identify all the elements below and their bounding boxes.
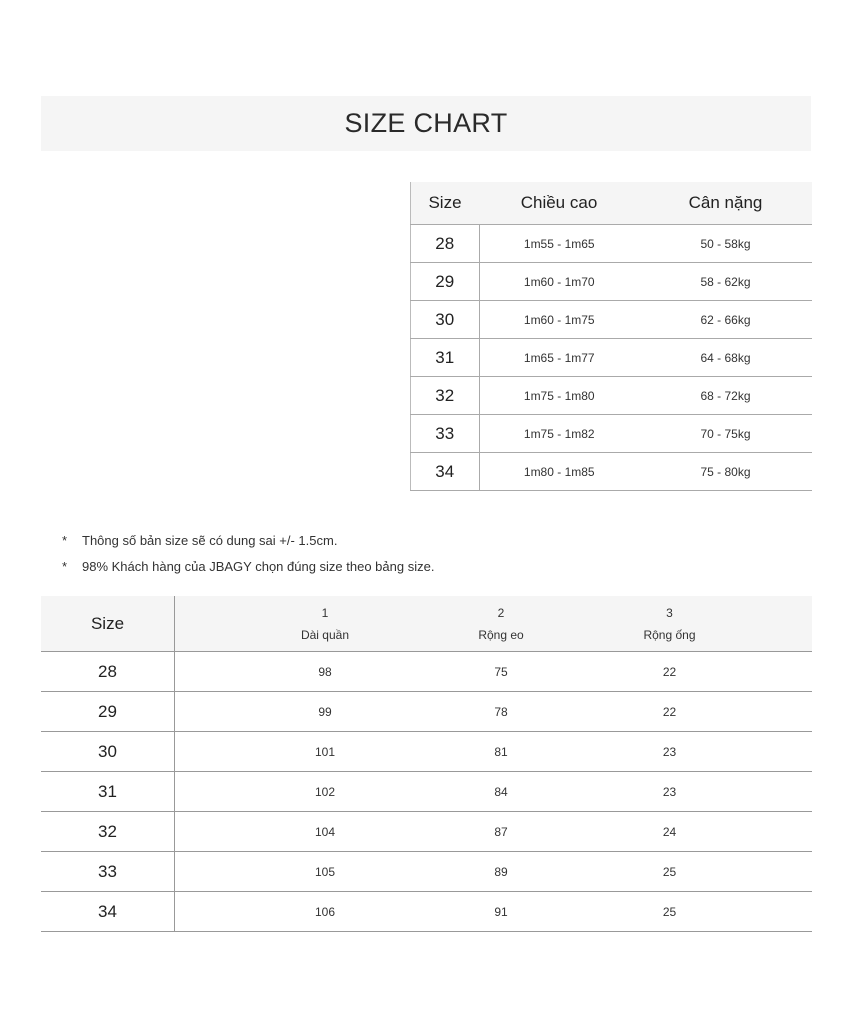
leg-cell: 22 bbox=[527, 692, 812, 732]
size-column-header: Size bbox=[41, 596, 175, 652]
size-cell: 30 bbox=[41, 732, 175, 772]
weight-cell: 58 - 62kg bbox=[639, 263, 812, 301]
size-cell: 30 bbox=[411, 301, 480, 339]
waist-cell: 91 bbox=[475, 892, 527, 932]
length-cell: 101 bbox=[175, 732, 476, 772]
size-cell: 28 bbox=[41, 652, 175, 692]
column-label: Dài quần bbox=[300, 627, 350, 642]
waist-cell: 84 bbox=[475, 772, 527, 812]
column-number: 3 bbox=[666, 605, 673, 620]
table-row bbox=[41, 732, 812, 772]
note-marker: * bbox=[62, 559, 68, 574]
table-row bbox=[411, 377, 813, 415]
table-row bbox=[41, 772, 812, 812]
waist-cell: 89 bbox=[475, 852, 527, 892]
length-cell: 99 bbox=[175, 692, 476, 732]
leg-cell: 24 bbox=[527, 812, 812, 852]
height-cell: 1m80 - 1m85 bbox=[479, 453, 639, 491]
table-row bbox=[41, 892, 812, 932]
table-row bbox=[41, 812, 812, 852]
table-row bbox=[411, 453, 813, 491]
size-cell: 32 bbox=[411, 377, 480, 415]
weight-cell: 50 - 58kg bbox=[639, 225, 812, 263]
table-row bbox=[411, 301, 813, 339]
height-weight-table bbox=[410, 182, 812, 491]
title-bar bbox=[41, 96, 811, 151]
size-cell: 33 bbox=[411, 415, 480, 453]
page-title: SIZE CHART bbox=[344, 108, 508, 138]
height-cell: 1m65 - 1m77 bbox=[479, 339, 639, 377]
size-column-header: Size bbox=[411, 182, 480, 225]
weight-cell: 68 - 72kg bbox=[639, 377, 812, 415]
column-number: 2 bbox=[497, 605, 505, 620]
table-row bbox=[41, 852, 812, 892]
height-cell: 1m60 - 1m75 bbox=[479, 301, 639, 339]
waist-column-header bbox=[475, 596, 527, 652]
waist-cell: 81 bbox=[475, 732, 527, 772]
weight-cell: 64 - 68kg bbox=[639, 339, 812, 377]
table-header-row bbox=[411, 182, 813, 225]
weight-cell: 75 - 80kg bbox=[639, 453, 812, 491]
table-row bbox=[411, 339, 813, 377]
leg-column-header bbox=[527, 596, 812, 652]
notes bbox=[62, 528, 434, 580]
table-row bbox=[41, 692, 812, 732]
length-column-header bbox=[175, 596, 476, 652]
table-row bbox=[411, 415, 813, 453]
leg-cell: 23 bbox=[527, 772, 812, 812]
size-cell: 31 bbox=[411, 339, 480, 377]
size-cell: 33 bbox=[41, 852, 175, 892]
length-cell: 105 bbox=[175, 852, 476, 892]
length-cell: 98 bbox=[175, 652, 476, 692]
leg-cell: 23 bbox=[527, 732, 812, 772]
column-number: 1 bbox=[321, 605, 329, 620]
size-cell: 29 bbox=[411, 263, 480, 301]
measurement-table bbox=[41, 596, 812, 932]
note-text: 98% Khách hàng của JBAGY chọn đúng size theo bảng size. bbox=[82, 559, 435, 574]
note-text: Thông số bản size sẽ có dung sai +/- 1.5cm. bbox=[82, 533, 338, 548]
length-cell: 102 bbox=[175, 772, 476, 812]
note-item bbox=[62, 554, 434, 580]
height-cell: 1m60 - 1m70 bbox=[479, 263, 639, 301]
leg-cell: 25 bbox=[527, 852, 812, 892]
table-row bbox=[411, 263, 813, 301]
waist-cell: 75 bbox=[475, 652, 527, 692]
height-cell: 1m55 - 1m65 bbox=[479, 225, 639, 263]
size-cell: 34 bbox=[411, 453, 480, 491]
weight-column-header: Cân nặng bbox=[639, 182, 812, 225]
leg-cell: 25 bbox=[527, 892, 812, 932]
weight-cell: 62 - 66kg bbox=[639, 301, 812, 339]
size-cell: 32 bbox=[41, 812, 175, 852]
size-cell: 31 bbox=[41, 772, 175, 812]
weight-cell: 70 - 75kg bbox=[639, 415, 812, 453]
note-marker: * bbox=[62, 533, 68, 548]
height-cell: 1m75 - 1m82 bbox=[479, 415, 639, 453]
size-cell: 29 bbox=[41, 692, 175, 732]
note-item bbox=[62, 528, 434, 554]
table-row bbox=[411, 225, 813, 263]
table-header-row bbox=[41, 596, 812, 652]
table-row bbox=[41, 652, 812, 692]
column-label: Rộng eo bbox=[478, 627, 524, 642]
waist-cell: 87 bbox=[475, 812, 527, 852]
height-column-header: Chiều cao bbox=[479, 182, 639, 225]
height-cell: 1m75 - 1m80 bbox=[479, 377, 639, 415]
size-cell: 28 bbox=[411, 225, 480, 263]
length-cell: 106 bbox=[175, 892, 476, 932]
length-cell: 104 bbox=[175, 812, 476, 852]
size-cell: 34 bbox=[41, 892, 175, 932]
waist-cell: 78 bbox=[475, 692, 527, 732]
leg-cell: 22 bbox=[527, 652, 812, 692]
column-label: Rộng ống bbox=[643, 627, 696, 642]
